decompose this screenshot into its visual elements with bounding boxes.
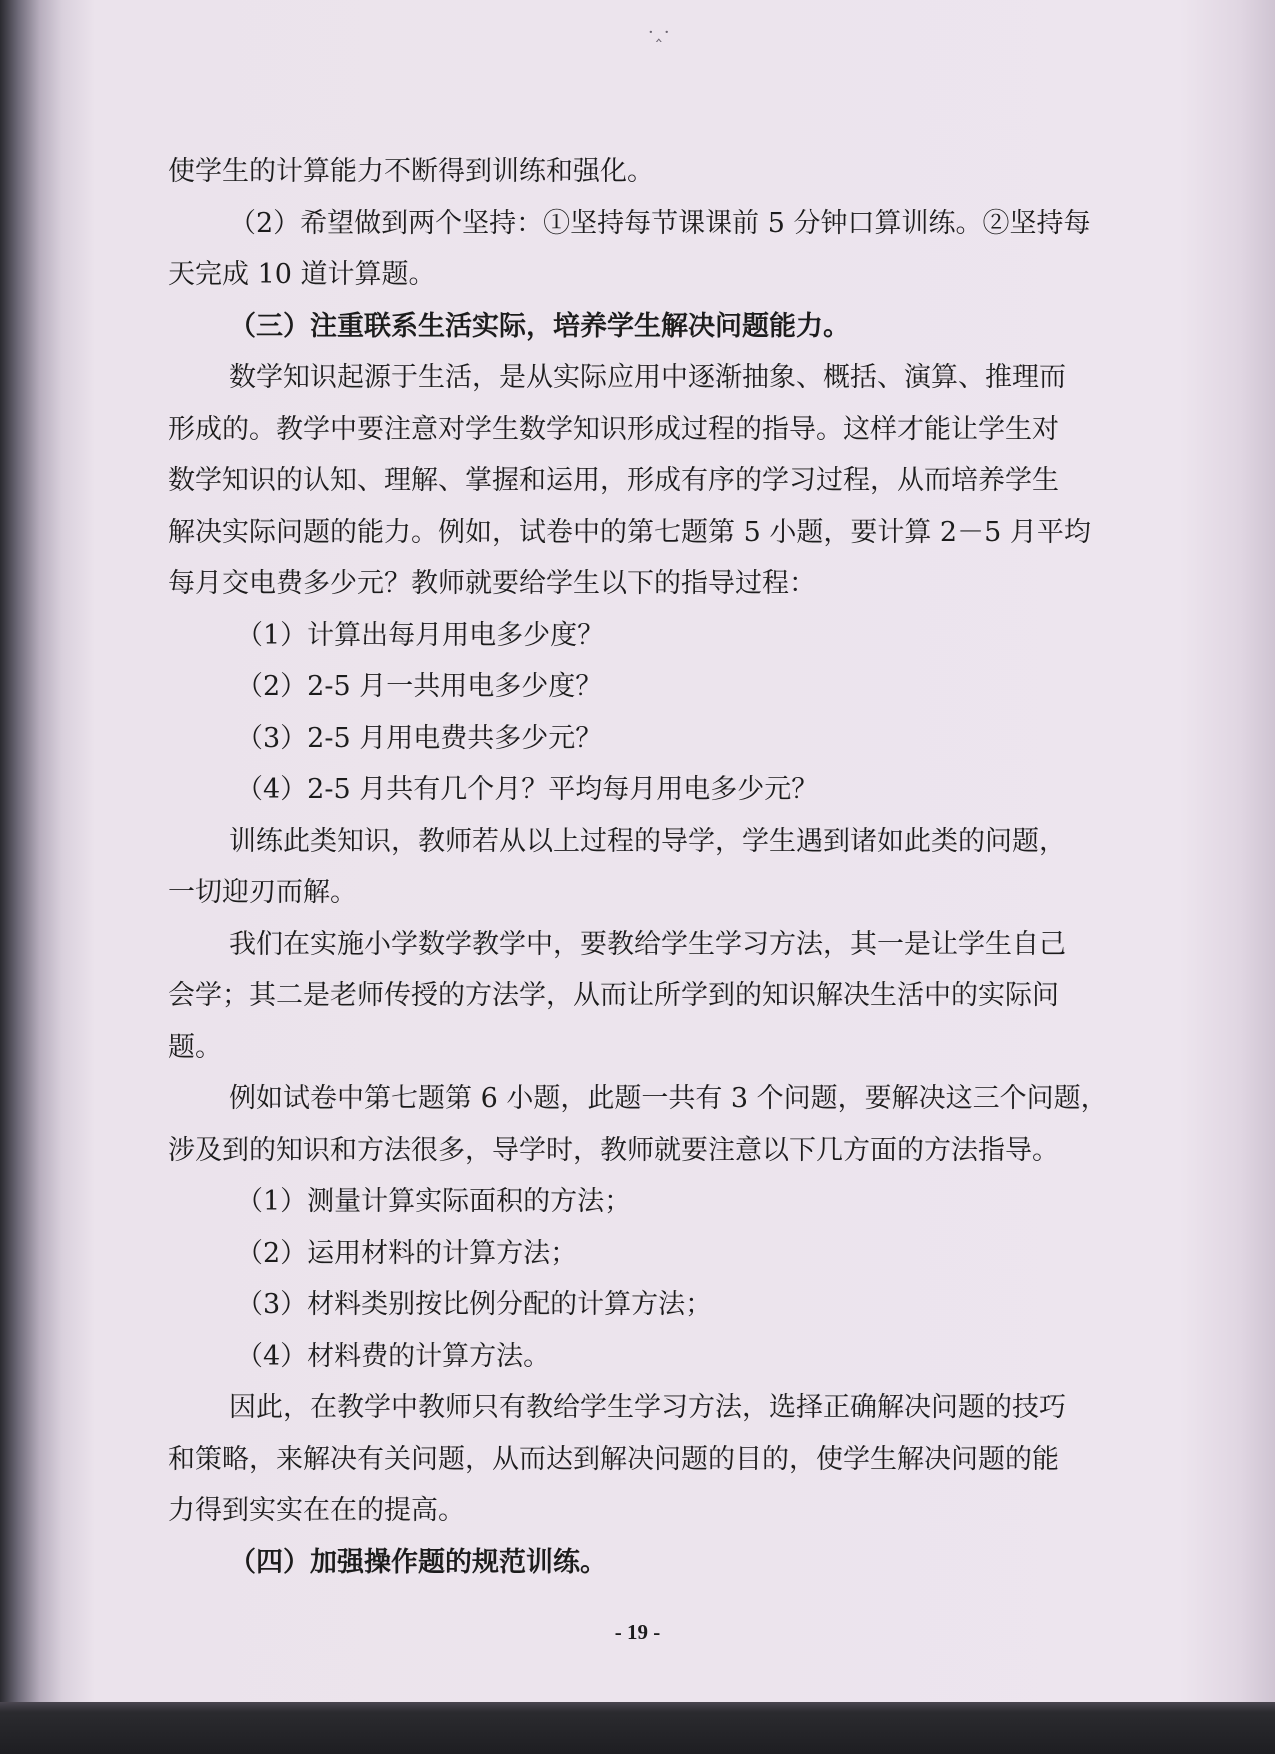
text-line: 一切迎刃而解。 [168,877,357,908]
text-line: 解决实际问题的能力。例如，试卷中的第七题第 5 小题，要计算 2－5 月平均 [168,516,1091,548]
text-line: 训练此类知识，教师若从以上过程的导学，学生遇到诸如此类的问题， [229,825,1066,857]
scanner-bottom-edge [0,1702,1275,1754]
text-line: 每月交电费多少元？教师就要给学生以下的指导过程： [168,568,816,599]
text-line: 会学；其二是老师传授的方法学，从而让所学到的知识解决生活中的实际问 [168,980,1059,1011]
text-line: 和策略，来解决有关问题，从而达到解决问题的目的，使学生解决问题的能 [168,1443,1059,1475]
page-number: - 19 - [614,1620,661,1644]
list-item: （1）计算出每月用电多少度？ [236,619,605,651]
section-heading: （四）加强操作题的规范训练。 [229,1546,607,1578]
document-body [168,146,1153,1588]
list-item: （2）2-5 月一共用电多少度？ [236,671,603,702]
text-line: 题。 [168,1031,222,1063]
list-item: （3）2-5 月用电费共多少元？ [236,722,603,754]
text-line: 数学知识起源于生活，是从实际应用中逐渐抽象、概括、演算、推理而 [229,362,1066,393]
list-item: （4）材料费的计算方法。 [236,1340,551,1372]
section-heading: （三）注重联系生活实际，培养学生解决问题能力。 [229,310,850,342]
text-line: （2）希望做到两个坚持：①坚持每节课课前 5 分钟口算训练。②坚持每 [229,207,1091,239]
text-line: 力得到实实在在的提高。 [168,1495,465,1526]
text-line: 数学知识的认知、理解、掌握和运用，形成有序的学习过程，从而培养学生 [168,465,1059,496]
list-item: （4）2-5 月共有几个月？平均每月用电多少元？ [236,774,819,805]
list-item: （3）材料类别按比例分配的计算方法； [236,1289,713,1320]
list-item: （1）测量计算实际面积的方法； [236,1186,632,1217]
text-line: 形成的。教学中要注意对学生数学知识形成过程的指导。这样才能让学生对 [168,413,1059,445]
list-item: （2）运用材料的计算方法； [236,1237,578,1269]
text-line: 使学生的计算能力不断得到训练和强化。 [168,156,654,187]
text-line: 例如试卷中第七题第 6 小题，此题一共有 3 个问题，要解决这三个问题， [229,1083,1108,1114]
text-line: 天完成 10 道计算题。 [168,259,436,290]
text-line: 涉及到的知识和方法很多，导学时，教师就要注意以下几方面的方法指导。 [168,1134,1059,1166]
page-top-mark: ·‸· [648,22,672,43]
text-line: 我们在实施小学数学教学中，要教给学生学习方法，其一是让学生自己 [229,928,1066,960]
text-line: 因此，在教学中教师只有教给学生学习方法，选择正确解决问题的技巧 [229,1392,1066,1423]
